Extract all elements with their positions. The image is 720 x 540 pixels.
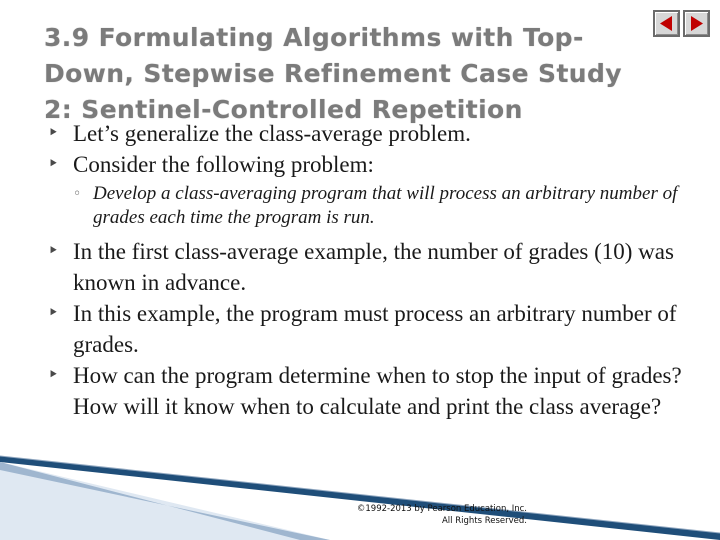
slide-title: 3.9 Formulating Algorithms with Top-Down, Stepwise Refinement Case Study 2: Sentinel-Controlled Repetition — [44, 23, 622, 124]
bullet-icon: ⯈ — [48, 244, 59, 259]
bullet-item: ⯈ Let’s generalize the class-average problem. — [48, 118, 708, 149]
copyright-notice: ©1992-2013 by Pearson Education, Inc. All Rights Reserved. — [356, 504, 527, 526]
navigation-buttons — [653, 10, 710, 37]
bullet-item: ⯈ Consider the following problem: — [48, 149, 708, 180]
slide-body — [48, 118, 708, 422]
bullet-icon: ⯈ — [48, 368, 59, 383]
bullet-item: ⯈ In this example, the program must process an arbitrary number of grades. — [48, 298, 708, 360]
bullet-icon: ⯈ — [48, 157, 59, 172]
bullet-item: ⯈ How can the program determine when to stop the input of grades? How will it know when to calculate and print the class average? — [48, 360, 708, 422]
sub-bullet-item: ◦ Develop a class-averaging program that will process an arbitrary number of grades each time the program is run. — [73, 183, 678, 228]
bullet-icon: ⯈ — [48, 306, 59, 321]
next-slide-button[interactable] — [683, 10, 710, 37]
bullet-item: ⯈ In the first class-average example, the number of grades (10) was known in advance. — [48, 236, 708, 298]
previous-slide-button[interactable] — [653, 10, 680, 37]
bullet-icon: ⯈ — [48, 126, 59, 141]
triangle-left-icon — [658, 15, 675, 32]
sub-bullet-icon: ◦ — [73, 186, 82, 202]
triangle-right-icon — [688, 15, 705, 32]
